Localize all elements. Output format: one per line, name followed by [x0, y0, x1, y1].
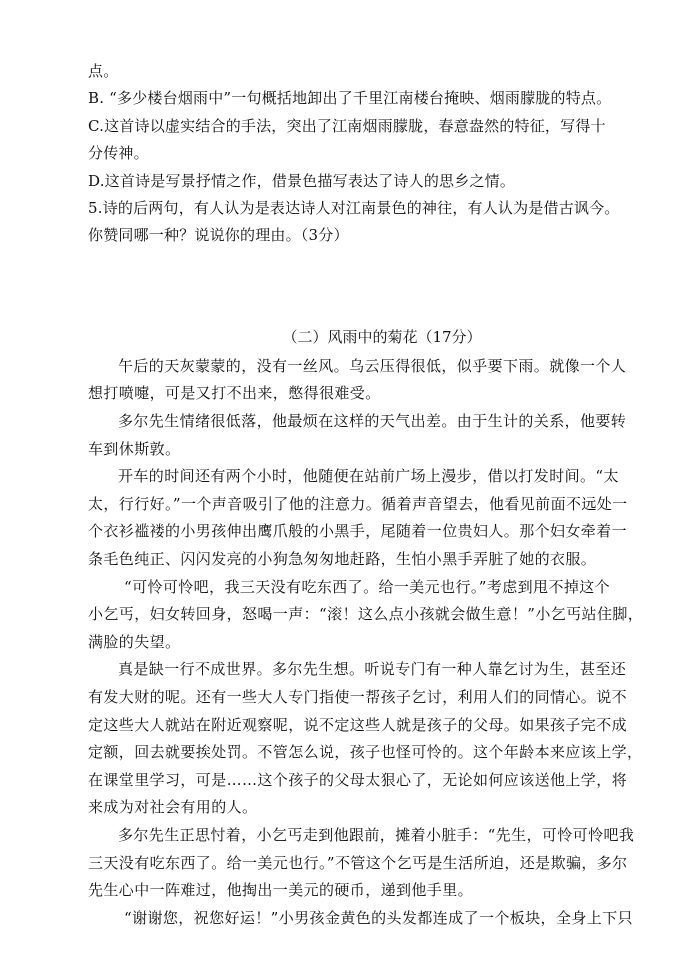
text-line: 你赞同哪一种？说说你的理由。（3分） [88, 226, 349, 245]
paragraph-line: 定额，回去就要挨处罚。不管怎么说，孩子也怪可怜的。这个年龄本来应该上学， [88, 743, 643, 762]
paragraph-line: 车到休斯敦。 [88, 439, 181, 458]
paragraph-line: 条毛色纯正、闪闪发亮的小狗急匆匆地赶路，生怕小黑手弄脏了她的衣服。 [88, 550, 597, 568]
paragraph-line: 定这些大人就站在附近观察呢，说不定这些人就是孩子的父母。如果孩子完不成 [88, 715, 628, 734]
story-body [88, 353, 644, 932]
paragraph-line: “可怜可怜吧，我三天没有吃东西了。给一美元也行。”考虑到甩不掉这个 [124, 577, 611, 596]
paragraph-line: 午后的天灰蒙蒙的，没有一丝风。乌云压得很低，似乎要下雨。就像一个人 [118, 356, 627, 375]
section-title: （二）风雨中的菊花（17分） [282, 327, 482, 346]
paragraph-line: 太，行行好。”一个声音吸引了他的注意力。循着声音望去，他看见前面不远处一 [88, 494, 628, 513]
paragraph-line: 先生心中一阵难过，他掏出一美元的硬币，递到他手里。 [88, 881, 474, 900]
paragraph-line: 真是缺一行不成世界。多尔先生想。听说专门有一种人靠乞讨为生，甚至还 [118, 660, 627, 679]
paragraph-line: 多尔先生情绪很低落，他最烦在这样的天气出差。由于生计的关系，他要转 [118, 412, 627, 431]
text-line: 分传神。 [88, 144, 149, 163]
paragraph-line: 小乞丐，妇女转回身，怒喝一声：“滚！这么点小孩就会做生意！”小乞丐站住脚， [88, 605, 644, 624]
paragraph-line: 满脸的失望。 [88, 632, 181, 651]
paragraph-line: 开车的时间还有两个小时，他随便在站前广场上漫步，借以打发时间。“太 [118, 467, 619, 486]
spacer [88, 250, 636, 323]
text-line: 点。 [88, 62, 119, 80]
paragraph-line: 在课堂里学习，可是……这个孩子的父母太狠心了，无论如何应该送他上学，将 [88, 770, 628, 789]
paragraph-line: 来成为对社会有用的人。 [88, 798, 258, 817]
option-d: D.这首诗是写景抒情之作，借景色描写表达了诗人的思乡之情。 [88, 171, 516, 190]
paragraph-line: 多尔先生正思忖着，小乞丐走到他跟前，摊着小脏手：“先生，可怜可怜吧我 [118, 825, 635, 844]
paragraph-line: 三天没有吃东西了。给一美元也行。”不管这个乞丐是生活所迫，还是欺骗，多尔 [88, 853, 628, 872]
question-options [88, 58, 636, 250]
paragraph-line: “谢谢您，祝您好运！”小男孩金黄色的头发都连成了一个板块，全身上下只 [124, 908, 633, 927]
document-page [88, 58, 644, 932]
paragraph-line: 想打喷嚏，可是又打不出来，憋得很难受。 [88, 384, 381, 403]
option-b: B. “多少楼台烟雨中”一句概括地卸出了千里江南楼台掩映、烟雨朦胧的特点。 [88, 89, 612, 108]
paragraph-line: 有发大财的呢。还有一些大人专门指使一帮孩子乞讨，利用人们的同情心。说不 [88, 687, 628, 706]
option-c: C.这首诗以虚实结合的手法，突出了江南烟雨朦胧，春意盎然的特征，写得十 [88, 116, 606, 135]
question-5: 5.诗的后两句，有人认为是表达诗人对江南景色的神往，有人认为是借古讽今。 [88, 199, 620, 218]
paragraph-line: 个衣衫褴褛的小男孩伸出鹰爪般的小黑手，尾随着一位贵妇人。那个妇女牵着一 [88, 522, 628, 541]
